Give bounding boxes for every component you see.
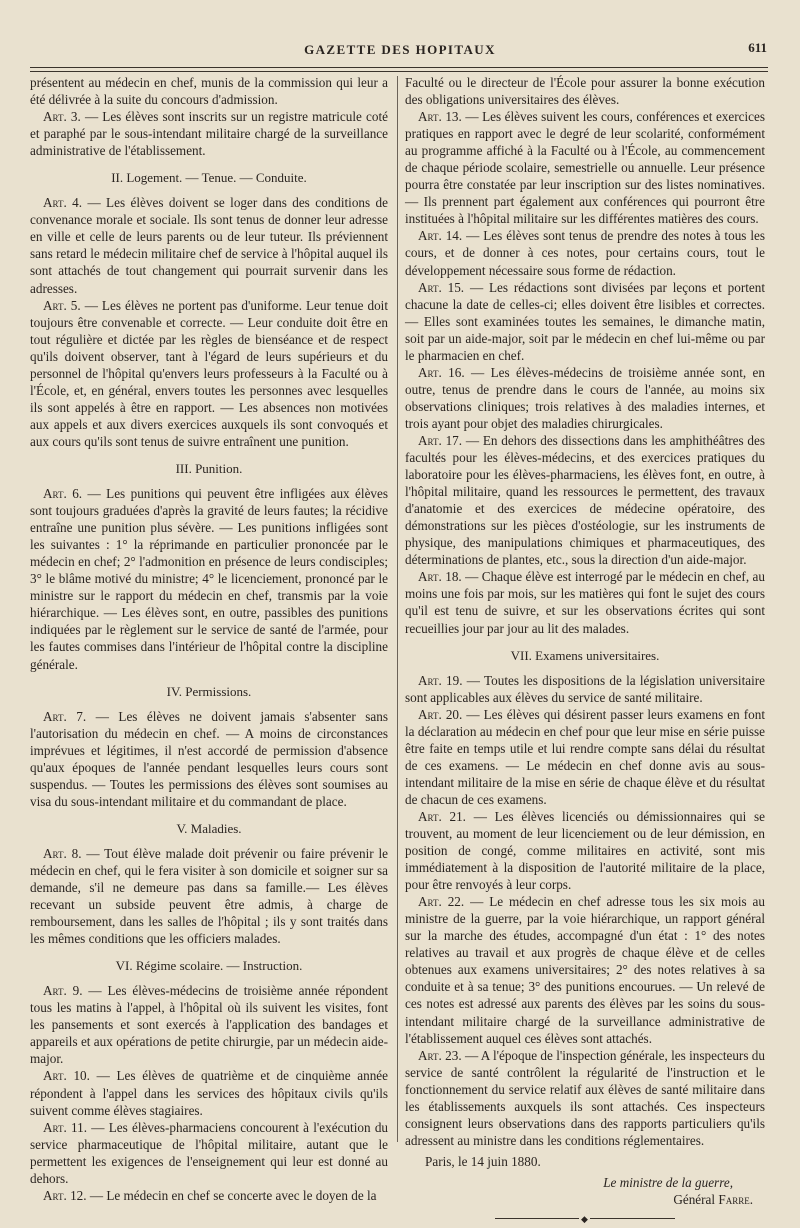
article-4 <box>30 194 388 296</box>
article-label: Art. 12. <box>43 1187 87 1203</box>
article-5 <box>30 297 388 450</box>
article-label: Art. 3. <box>43 109 81 125</box>
signature-surname: Farre. <box>718 1192 753 1207</box>
article-text: — Tout élève malade doit prévenir ou faire prévenir le médecin en chef, qui le fera visiter à son domicile et soigner sur sa demande, s'il ne demeure pas dans sa famille.— Les élèves recevant un subside peuvent être admis, à charge de remboursement, dans les salles de l'hôpital ; ils y sont traités dans les mêmes conditions que les officiers malades. <box>30 845 388 947</box>
article-text: — Les élèves sont tenus de prendre des notes à tous les cours, et de donner à ces notes, pour certains cours, tout le développement nécessaire sous forme de rédaction. <box>405 228 765 278</box>
article-text: — Les élèves-pharmaciens concourent à l'exécution du service pharmaceutique de l'hôpital militaire, autant que le permettent les exigences de l'enseignement qui leur est donné au dehors. <box>30 1119 389 1186</box>
article-label: Art. 19. <box>418 672 463 688</box>
article-text: — A l'époque de l'inspection générale, les inspecteurs du service de santé contrôlent la régularité de l'instruction et le fonctionnement du service relatif aux élèves de santé militaire dans les établissements auxquels ils sont attachés. Ces inspecteurs consignent leurs observations dans des rapports particuliers qu'ils adressent au ministre dans les conditions réglementaires. <box>405 1047 765 1148</box>
article-text: — Toutes les dispositions de la législation universitaire sont applicables aux élèves du service de santé militaire. <box>405 672 766 705</box>
article-label: Art. 18. <box>418 569 462 585</box>
section-heading-v: V. Maladies. <box>176 820 242 836</box>
article-text: — Les rédactions sont divisées par leçons et portent chacune la date de celles-ci; elles doivent être lisibles et correctes. — Elles sont examinées toutes les semaines, le dimanche matin, soit par un aide-major, soit par le médecin en chef lui-même ou par le pharmacien en chef. <box>405 279 765 363</box>
article-label: Art. 4. <box>43 195 83 211</box>
section-heading-iii: III. Punition. <box>175 460 243 476</box>
article-label: Art. 11. <box>43 1119 88 1135</box>
article-17 <box>405 432 765 568</box>
article-12 <box>30 1187 388 1204</box>
section-heading-ii: II. Logement. — Tenue. — Conduite. <box>111 170 307 186</box>
left-column <box>30 74 388 1204</box>
article-13 <box>405 108 765 227</box>
article-18 <box>405 568 765 636</box>
header-rule <box>30 67 768 68</box>
article-label: Art. 21. <box>418 808 466 824</box>
article-text: — Les élèves qui désirent passer leurs examens en font la déclaration au médecin en chef pour que leur mise en série puisse être faite en temps utile et lui rendre compte sans délai du résultat de ces examens. — Le médecin en chef donne avis au sous-intendant militaire de la mise en série de chaque élève et du résultat de chacun de ces examens. <box>405 706 766 807</box>
article-label: Art. 23. <box>418 1047 462 1063</box>
article-21 <box>405 808 765 893</box>
article-19 <box>405 672 765 706</box>
article-22 <box>405 893 765 1046</box>
article-text: — Les élèves de quatrième et de cinquième année répondent à l'appel dans les services des hôpitaux civils qu'ils suivent comme élèves stagiaires. <box>30 1068 389 1118</box>
page-number: 611 <box>748 40 767 55</box>
article-label: Art. 14. <box>418 228 463 244</box>
section-heading-vi: VI. Régime scolaire. — Instruction. <box>115 958 303 974</box>
section-heading-vii: VII. Examens universitaires. <box>510 647 660 663</box>
signature-name <box>405 1191 765 1208</box>
article-text: — Le médecin en chef se concerte avec le doyen de la <box>86 1187 377 1203</box>
article-text: — Chaque élève est interrogé par le médecin en chef, au moins une fois par mois, sur les matières qui font le sujet des cours qu'il est tenu de suivre, et sur les observations écrites qui sont recueillies jour par jour au lit des malades. <box>405 569 766 636</box>
signature-role: Le ministre de la guerre, <box>603 1174 733 1190</box>
article-7 <box>30 708 388 810</box>
article-label: Art. 10. <box>43 1068 90 1084</box>
article-text: — Les élèves sont inscrits sur un registre matricule coté et paraphé par le sous-intendant militaire chargé de la surveillance administrative de l'établissement. <box>30 109 388 159</box>
paragraph: présentent au médecin en chef, munis de la commission qui leur a été délivrée à la suite du concours d'admission. <box>30 75 388 108</box>
article-label: Art. 5. <box>43 297 81 313</box>
article-text: — Les punitions qui peuvent être infligées aux élèves sont toujours graduées d'après la gravité de leurs fautes; la récidive entraîne une punition plus sévère. — Les punitions infligées sont les suivantes : 1° la réprimande en particulier prononcée par le médecin en chef; 2° l'admonition en présence de leurs condisciples; 3° le blâme motivé du ministre; 4° le licenciement, prononcé par le ministre sur le rapport du médecin en chef, transmis par la voie hiérarchique. — Les élèves sont, en outre, passibles des punitions indiquées par le règlement sur le service de santé de l'armée, pour les fautes commises dans l'intérieur de l'hôpital contre la discipline générale. <box>30 486 388 672</box>
article-23 <box>405 1047 765 1149</box>
article-6 <box>30 485 388 673</box>
article-text: — Les élèves suivent les cours, conférences et exercices pratiques en rapport avec le degré de leur scolarité, conformément au programme affiché à la Faculté ou à l'École, au commencement de chaque période scolaire, semestrielle ou annuelle. Leur présence pourra être constatée par leur inscription sur des listes nominatives. — Ils prennent part également aux conférences qui pourront être instituées à l'hôpital militaire sur les différentes matières des cours. <box>405 109 766 227</box>
article-label: Art. 9. <box>43 983 83 999</box>
article-label: Art. 6. <box>43 486 83 502</box>
article-text: — Les élèves licenciés ou démissionnaires qui se trouvent, au moment de leur licenciement ou de leur démission, en position de congé, comme militaires en activité, sont mis immédiatement à la disposition de l'autorité militaire de la place, pour être renvoyés à leur corps. <box>405 808 765 893</box>
column-divider <box>397 76 398 1142</box>
header-rule-secondary <box>30 71 768 72</box>
article-9 <box>30 982 388 1067</box>
article-text: — En dehors des dissections dans les amphithéâtres des facultés pour les élèves-médecins, et des exercices pratiques du laboratoire pour les élèves-pharmaciens, les élèves font, en outre, à l'hôpital militaire, quand les ressources le permettent, des travaux d'anatomie et des exercices de médecine opératoire, des démonstrations sur les pièces d'ostéologie, sur les instruments de physique, des manipulations chimiques et pharmaceutiques, des déterminations de plantes, etc., sous la direction d'un aide-major. <box>405 432 765 568</box>
article-text: — Les élèves ne portent pas d'uniforme. Leur tenue doit toujours être convenable et correcte. — Leur conduite doit être en tout régulière et dictée par les règles de bienséance et de respect qu'ils doivent observer, tant à l'égard de leurs supérieurs et du personnel de l'hôpital qu'envers leurs professeurs à la Faculté ou à l'École, et, en général, envers toutes les personnes avec lesquelles ils sont appelés à être en rapport. — Les absences non motivées aux appels et aux divers exercices auxquels ils sont convoqués et aux cours qu'ils sont tenus de suivre entraînent une punition. <box>30 297 389 449</box>
paragraph: Faculté ou le directeur de l'École pour assurer la bonne exécution des obligations universitaires des élèves. <box>405 75 765 108</box>
article-8 <box>30 845 388 947</box>
signature-title: Général <box>673 1192 719 1207</box>
signature-date: Paris, le 14 juin 1880. <box>425 1153 541 1169</box>
article-text: — Les élèves-médecins de troisième année sont, en outre, tenus de prendre dans le cours de l'année, au moins six observations cliniques; trois relatives à des maladies internes, et trois ayant pour objet des maladies chirurgicales. <box>405 364 765 431</box>
article-label: Art. 17. <box>418 432 463 448</box>
right-column <box>405 74 765 1225</box>
article-label: Art. 22. <box>418 894 465 910</box>
running-title: GAZETTE DES HOPITAUX <box>304 42 496 57</box>
article-15 <box>405 279 765 364</box>
article-label: Art. 8. <box>43 845 82 861</box>
article-16 <box>405 364 765 432</box>
article-label: Art. 15. <box>418 279 465 295</box>
article-label: Art. 16. <box>418 364 465 380</box>
end-ornament-rule <box>495 1218 675 1225</box>
section-heading-iv: IV. Permissions. <box>166 683 252 699</box>
article-10 <box>30 1067 388 1118</box>
article-11 <box>30 1119 388 1187</box>
article-text: — Les élèves ne doivent jamais s'absenter sans l'autorisation du médecin en chef. — A moins de circonstances imprévues et légitimes, il n'est accordé de permission d'absence qu'aux époques de l'année pendant lesquelles leurs cours sont suspendus. — Toutes les permissions des élèves sont soumises au visa du sous-intendant militaire et du commandant de place. <box>30 708 389 809</box>
article-14 <box>405 227 765 278</box>
article-20 <box>405 706 765 808</box>
article-label: Art. 13. <box>418 109 462 125</box>
article-text: — Le médecin en chef adresse tous les six mois au ministre de la guerre, par la voie hiérarchique, un rapport général sur la marche des études, accompagné d'un état : 1° des notes relatives au travail et aux progrès de chaque élève et de celles obtenues aux examens universitaires; 2° des notes relatives à sa conduite et à sa tenue; 3° des punitions encourues. — Un relevé de ces notes est adressé aux parents des élèves par les soins du sous-intendant militaire chargé de la surveillance administrative de l'établissement auquel ces élèves sont attachés. <box>405 894 766 1046</box>
article-label: Art. 7. <box>43 708 87 724</box>
article-text: — Les élèves-médecins de troisième année répondent tous les matins à l'appel, à l'hôpital où ils suivent les visites, font les pansements et sont exercés à l'application des bandages et appareils et aux opérations de petite chirurgie, par un médecin aide-major. <box>30 983 388 1067</box>
article-label: Art. 20. <box>418 706 463 722</box>
page-header <box>0 40 800 62</box>
article-text: — Les élèves doivent se loger dans des conditions de convenance morale et sociale. Ils sont tenus de donner leur adresse en ville et celle de leurs parents ou de leur tuteur. Ils préviennent sans retard le médecin militaire chef de service à l'hôpital auquel ils sont attachés de tout changement qui pourrait survenir dans les adresses. <box>30 195 389 296</box>
article-3 <box>30 108 388 159</box>
